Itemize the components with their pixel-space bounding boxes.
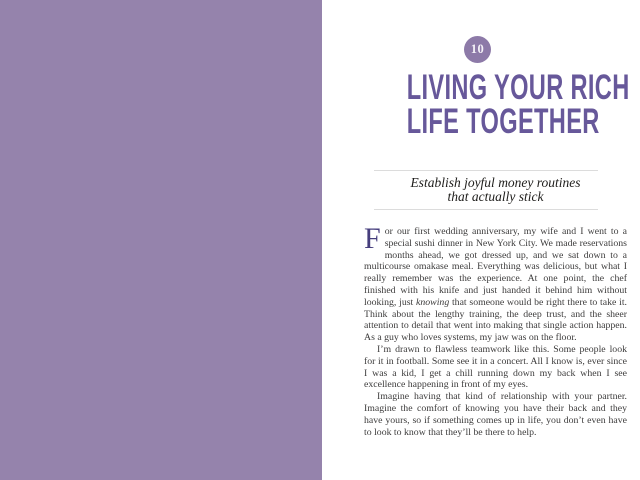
- chapter-number-badge: [464, 36, 491, 63]
- paragraph-1-italic-word: knowing: [416, 296, 450, 308]
- paragraph-1: [364, 222, 627, 344]
- chapter-title: [364, 68, 630, 141]
- chapter-title-line-1: LIVING YOUR RICH: [406, 68, 630, 107]
- chapter-title-line-2: LIFE TOGETHER: [406, 101, 600, 141]
- divider-top: [374, 170, 598, 171]
- drop-cap: F: [364, 222, 381, 255]
- paragraph-1-text-continued: that someone would be right there to take it. Think about the lengthy training, the deep trust, and the sheer attention to detail that went into making that single action happen. As a guy who loves systems, my jaw was on the floor.: [364, 296, 627, 344]
- chapter-number: 10: [470, 42, 485, 57]
- chapter-subtitle: [364, 176, 627, 203]
- subtitle-line-1: Establish joyful money routines: [410, 175, 581, 190]
- paragraph-1-text: or our first wedding anniversary, my wife and I went to a special sushi dinner in New York City. We made reservations months ahead, we got dressed up, and we sat down to a multicourse omakase meal. Everything was delicious, but what I really remember was the experience. At one point, the chef finished with his knife and just handed it behind him without looking, just: [364, 226, 627, 308]
- right-page: [322, 0, 640, 480]
- divider-bottom: [374, 209, 598, 210]
- subtitle-line-2: that actually stick: [447, 188, 544, 204]
- paragraph-2: I’m drawn to flawless teamwork like this. Some people look for it in football. Some see it in a concert. All I know is, ever since I was a kid, I get a chill running down my back when I see excellence happening in front of my eyes.: [364, 343, 627, 391]
- paragraph-3: Imagine having that kind of relationship with your partner. Imagine the comfort of knowing you have their back and they have yours, so if something comes up in life, you don’t even have to look to know that they’ll be there to help.: [364, 391, 627, 438]
- body-text: [364, 222, 627, 438]
